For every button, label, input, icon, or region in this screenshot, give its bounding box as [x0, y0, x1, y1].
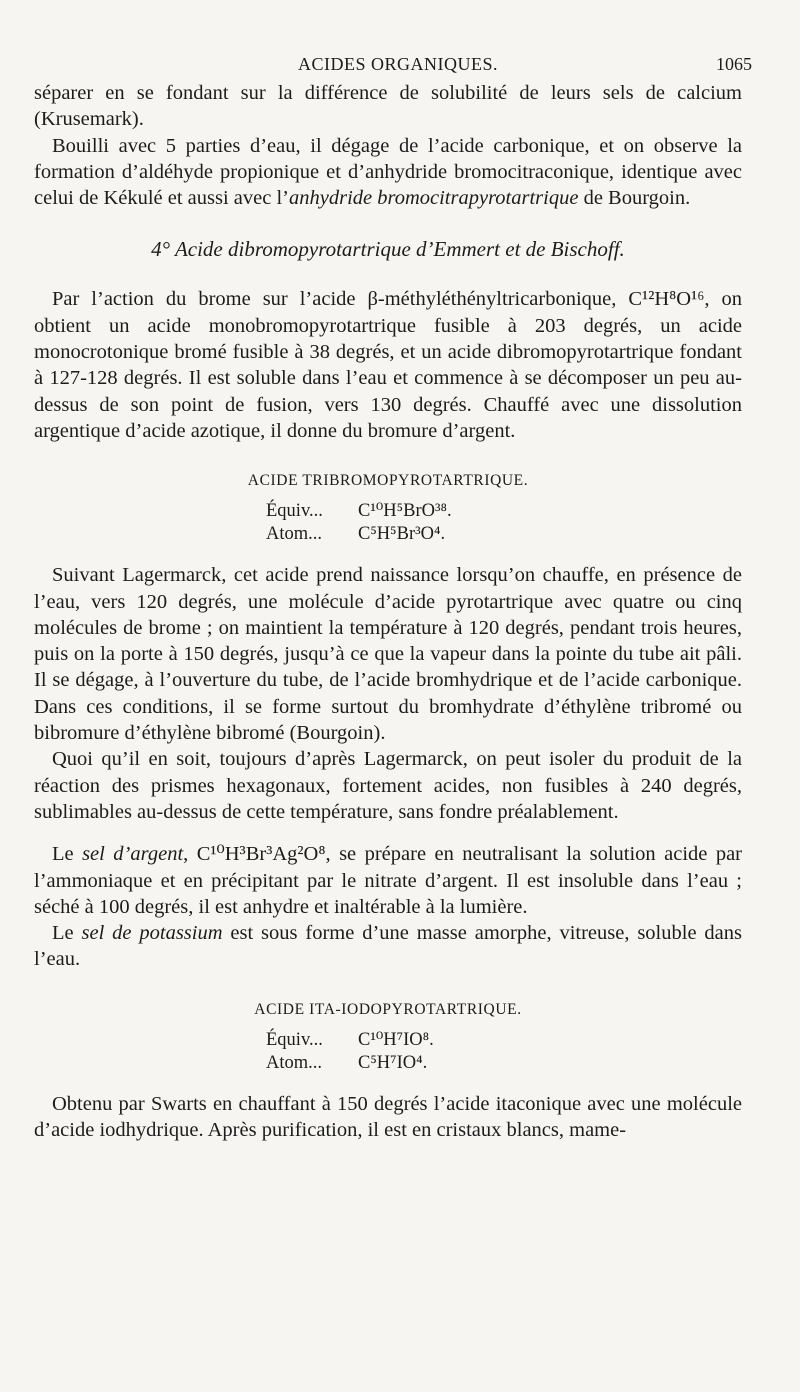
paragraph-3: Par l’action du brome sur l’acide β-méthyléthényltricarbonique, C¹²H⁸O¹⁶, on obtient un acide monobromopyrotartrique fusible à 203 degrés, un acide monocrotonique bromé fusible à 38 degrés, et un acide dibromopyrotartrique fondant à 127-128 degrés. Il est soluble dans l’eau et commence à se décomposer un peu au-dessus de son point de fusion, vers 130 degrés. Chauffé avec une dissolution argentique d’acide azotique, il donne du bromure d’argent.	[34, 288, 742, 442]
acid-1-equiv	[266, 500, 742, 523]
acid-2-heading: ACIDE ITA-IODOPYROTARTRIQUE.	[254, 1000, 522, 1018]
page	[34, 54, 752, 1143]
acid-1-atom	[266, 523, 742, 546]
header-title: ACIDES ORGANIQUES.	[298, 54, 499, 74]
page-number: 1065	[716, 54, 752, 74]
paragraph-7-italic: sel de potassium	[81, 922, 223, 945]
paragraph-2-text-b: de Bourgoin.	[578, 187, 691, 210]
paragraph-5: Quoi qu’il en soit, toujours d’après Lagermarck, on peut isoler du produit de la réaction des prismes hexagonaux, fortement acides, non fusibles à 240 degrés, sublimables au-dessus de cette température, sans fondre préalablement.	[34, 748, 742, 823]
paragraph-8: Obtenu par Swarts en chauffant à 150 degrés l’acide itaconique avec une molécule d’acide iodhydrique. Après purification, il est en cristaux blancs, mame-	[34, 1092, 742, 1142]
acid-1-atom-formula: C⁵H⁵Br³O⁴.	[358, 524, 446, 545]
acid-1-equiv-formula: C¹⁰H⁵BrO³⁸.	[358, 501, 452, 522]
acid-2-atom-label: Atom...	[266, 1052, 323, 1073]
acid-2-equiv	[266, 1029, 742, 1052]
paragraph-2	[34, 133, 742, 212]
paragraph-6-italic: sel d’argent	[82, 843, 184, 866]
spacer	[34, 546, 742, 562]
acid-2-atom-formula: C⁵H⁷IO⁴.	[358, 1052, 428, 1073]
running-header	[34, 54, 752, 80]
paragraph-2-text-a: Bouilli avec 5 parties d’eau, il dégage de l’acide carbonique, et on observe la formation d’aldéhyde propionique et d’anhydride bromocitraconique, identique avec celui de Kékulé et aussi avec l’	[34, 134, 742, 210]
acid-1-atom-label: Atom...	[266, 524, 323, 545]
paragraph-7-lead: Le	[52, 922, 82, 945]
paragraph-7-rest: est sous forme d’une masse amorphe, vitreuse, soluble dans l’eau.	[34, 922, 743, 971]
spacer	[34, 1075, 742, 1091]
acid-1-equiv-label: Équiv...	[266, 501, 323, 522]
paragraph-1: séparer en se fondant sur la différence de solubilité de leurs sels de calcium (Krusemark).	[34, 82, 742, 131]
paragraph-2-italic: anhydride bromocitrapyrotartrique	[289, 187, 579, 210]
spacer	[34, 825, 742, 841]
section-4-title: 4° Acide dibromopyrotartrique d’Emmert et de Bischoff.	[151, 237, 625, 262]
paragraph-6	[34, 841, 742, 920]
paragraph-6-lead: Le	[52, 843, 83, 866]
acid-1-heading: ACIDE TRIBROMOPYROTARTRIQUE.	[247, 472, 529, 490]
paragraph-7	[34, 920, 742, 973]
acid-2-equiv-label: Équiv...	[266, 1029, 323, 1050]
acid-2-equiv-formula: C¹⁰H⁷IO⁸.	[358, 1029, 434, 1050]
paragraph-4: Suivant Lagermarck, cet acide prend naissance lorsqu’on chauffe, en présence de l’eau, vers 120 degrés, une molécule d’acide pyrotartrique avec quatre ou cinq molécules de brome ; on maintient la température à 120 degrés, pendant trois heures, puis on la porte à 150 degrés, jusqu’à ce que la vapeur dans la pointe du tube ait pâli. Il se dégage, à l’ouverture du tube, de l’acide bromhydrique et de l’acide carbonique. Dans ces conditions, il se forme surtout du bromhydrate d’éthylène tribromé ou bibromure d’éthylène bibromé (Bourgoin).	[34, 564, 742, 745]
paragraph-6-rest: , C¹⁰H³Br³Ag²O⁸, se prépare en neutralisant la solution acide par l’ammoniaque et en précipitant par le nitrate d’argent. Il est insoluble dans l’eau ; séché à 100 degrés, il est anhydre et inaltérable à la lumière.	[34, 843, 742, 918]
acid-2-atom	[266, 1052, 742, 1075]
